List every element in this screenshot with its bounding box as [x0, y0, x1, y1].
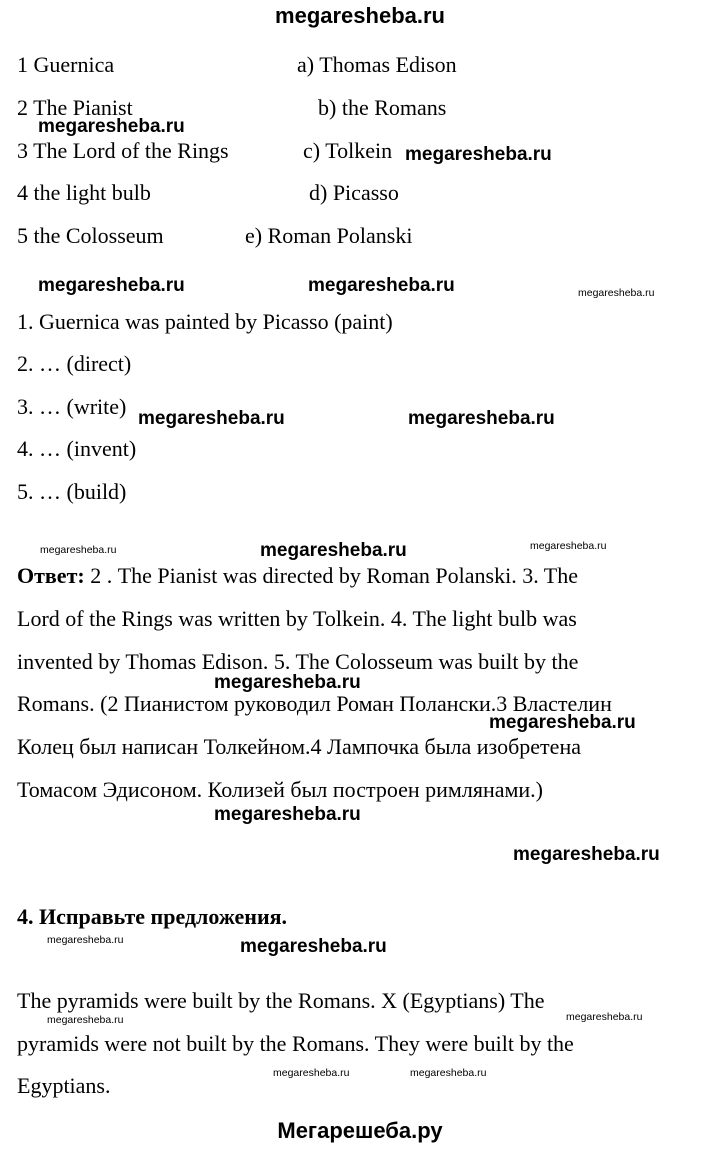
watermark: megaresheba.ru [578, 287, 655, 299]
match-left-3: 3 The Lord of the Rings [17, 138, 229, 163]
answer-line-6: Томасом Эдисоном. Колизей был построен римлянами.) [17, 777, 544, 802]
match-left-5: 5 the Colosseum [17, 223, 164, 248]
watermark: megaresheba.ru [308, 275, 455, 296]
exercise-4-line-2: pyramids were not built by the Romans. They were built by the [17, 1031, 574, 1056]
answer-line-1: Ответ: 2 . The Pianist was directed by Roman Polanski. 3. The [17, 563, 579, 588]
match-right-d: d) Picasso [309, 180, 399, 205]
exercise-4-title: 4. Исправьте предложения. [17, 904, 288, 929]
answer-label: Ответ: [17, 563, 85, 588]
sentence-5: 5. … (build) [17, 479, 127, 504]
watermark: megaresheba.ru [513, 844, 660, 865]
watermark: megaresheba.ru [240, 936, 387, 957]
watermark: megaresheba.ru [47, 1014, 124, 1026]
watermark: megaresheba.ru [138, 408, 285, 429]
answer-line-4: Romans. (2 Пианистом руководил Роман Полански.3 Властелин [17, 691, 612, 716]
page-header: megaresheba.ru [275, 3, 445, 28]
match-right-c: c) Tolkein [303, 138, 393, 163]
watermark: megaresheba.ru [566, 1011, 643, 1023]
watermark: megaresheba.ru [530, 540, 607, 552]
match-right-e: e) Roman Polanski [245, 223, 413, 248]
answer-line-2: Lord of the Rings was written by Tolkein. 4. The light bulb was [17, 606, 577, 631]
watermark: megaresheba.ru [405, 144, 552, 165]
watermark: megaresheba.ru [408, 408, 555, 429]
match-right-a: a) Thomas Edison [297, 52, 457, 77]
watermark: megaresheba.ru [410, 1067, 487, 1079]
answer-line-3: invented by Thomas Edison. 5. The Colosseum was built by the [17, 649, 579, 674]
sentence-2: 2. … (direct) [17, 351, 132, 376]
page-footer: Мегарешеба.ру [277, 1118, 443, 1143]
match-left-2: 2 The Pianist [17, 95, 133, 120]
exercise-4-line-3: Egyptians. [17, 1073, 111, 1098]
match-left-4: 4 the light bulb [17, 180, 151, 205]
sentence-1: 1. Guernica was painted by Picasso (paint) [17, 309, 393, 334]
watermark: megaresheba.ru [40, 544, 117, 556]
sentence-3: 3. … (write) [17, 394, 127, 419]
watermark: megaresheba.ru [214, 672, 361, 693]
exercise-4-line-1: The pyramids were built by the Romans. X (Egyptians) The [17, 988, 545, 1013]
watermark: megaresheba.ru [489, 712, 636, 733]
watermark: megaresheba.ru [38, 275, 185, 296]
match-right-b: b) the Romans [318, 95, 447, 120]
answer-line-5: Колец был написан Толкейном.4 Лампочка была изобретена [17, 734, 581, 759]
watermark: megaresheba.ru [273, 1067, 350, 1079]
sentence-4: 4. … (invent) [17, 436, 137, 461]
watermark: megaresheba.ru [214, 804, 361, 825]
watermark: megaresheba.ru [260, 540, 407, 561]
watermark: megaresheba.ru [38, 116, 185, 137]
watermark: megaresheba.ru [47, 934, 124, 946]
match-left-1: 1 Guernica [17, 52, 115, 77]
